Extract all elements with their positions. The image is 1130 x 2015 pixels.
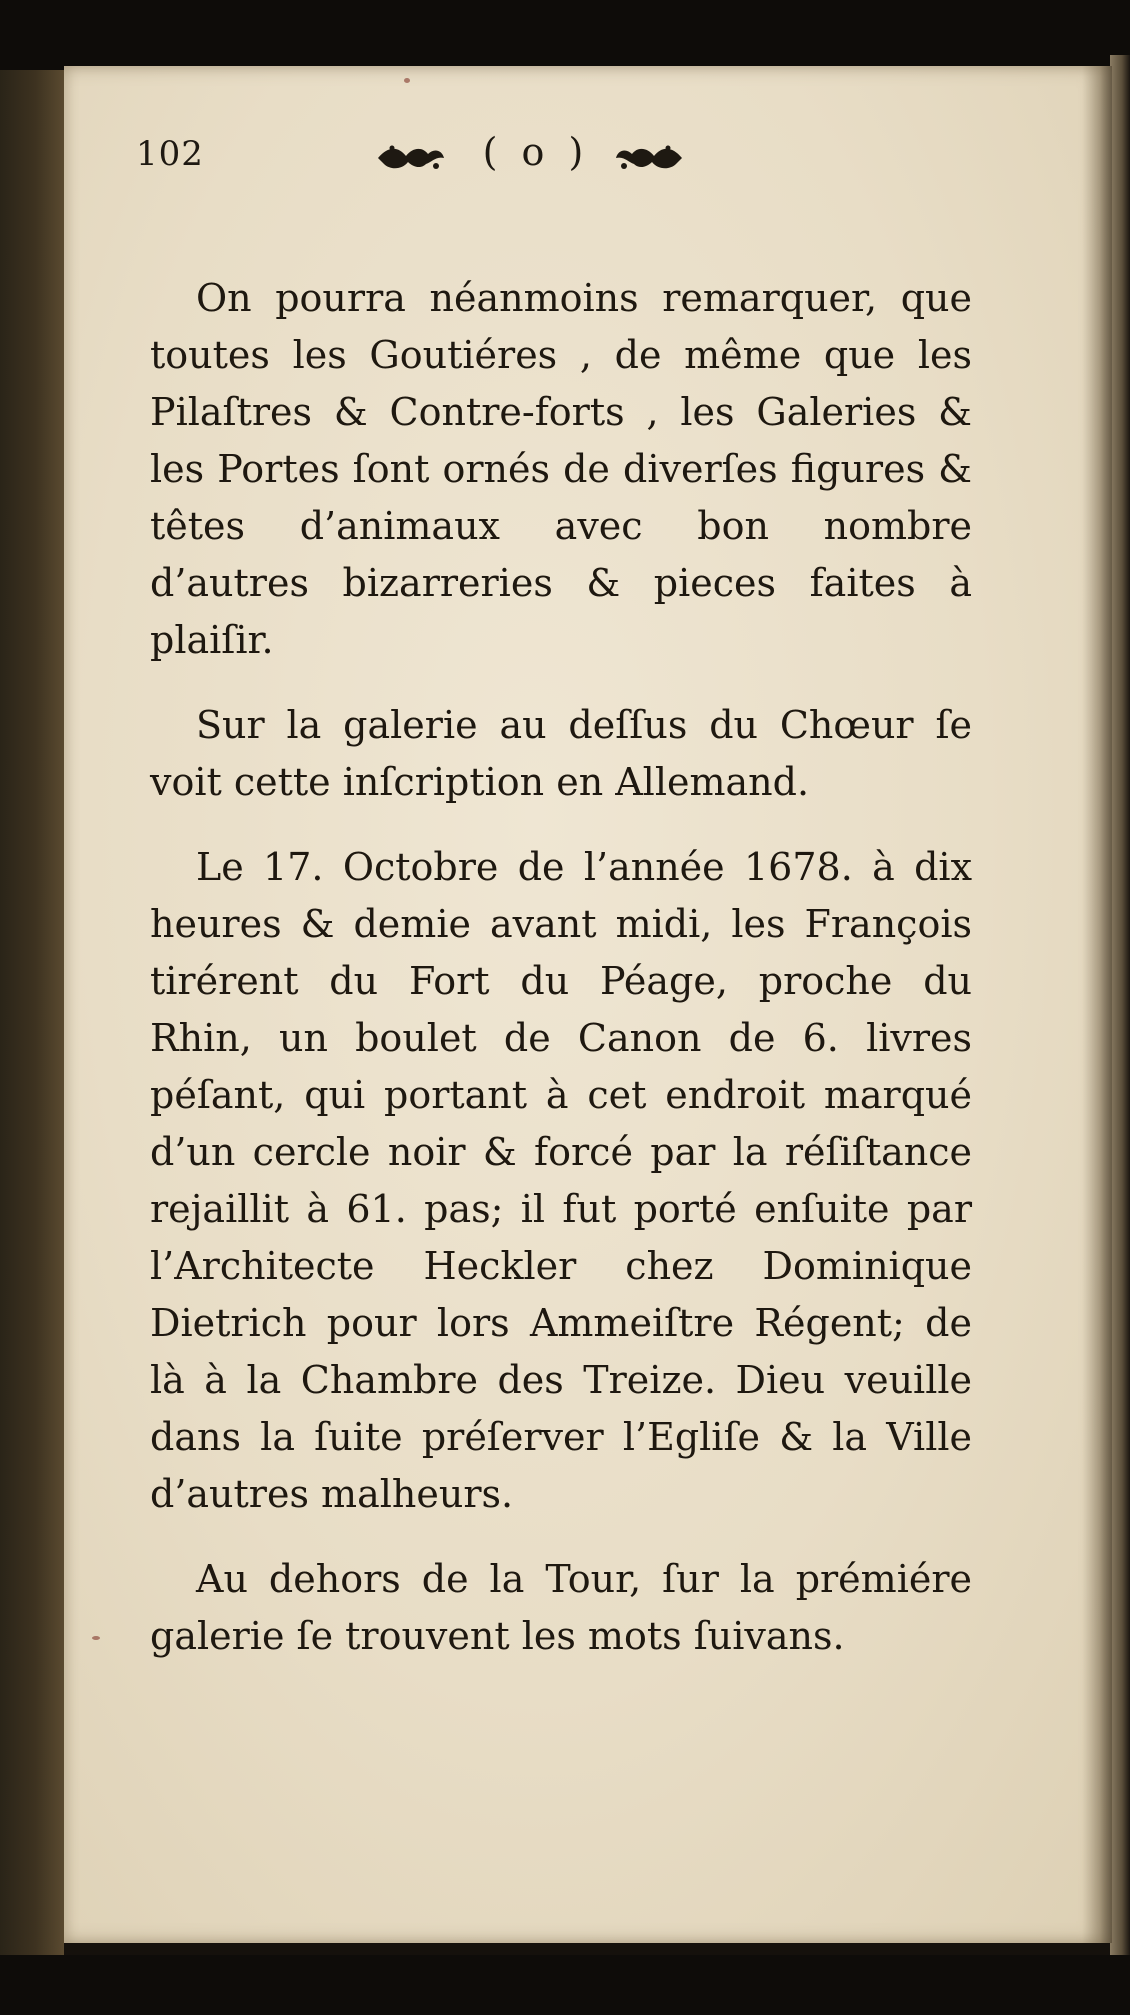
scan-bottom-border xyxy=(0,1955,1130,2015)
scan-top-border xyxy=(0,0,1130,70)
body-text xyxy=(150,270,972,1665)
book-spine-edge xyxy=(0,70,64,1955)
fleuron-icon xyxy=(614,140,684,174)
running-head xyxy=(136,126,936,186)
paragraph: Au dehors de la Tour, ſur la prémiére galerie ſe trouvent les mots ſuivans. xyxy=(150,1557,972,1658)
fleuron-icon xyxy=(376,140,446,174)
paragraph: On pourra néanmoins remarquer, que toutes les Goutiéres , de même que les Pilaſtres & Contre-forts , les Galeries & les Portes ſont ornés de diverſes figures & têtes d’animaux avec bon nombre d’autres bizarreries & pieces faites à plaiſir. xyxy=(150,276,972,662)
page-number: 102 xyxy=(136,134,204,174)
page-stack-edge xyxy=(1110,55,1130,1955)
ink-spot xyxy=(92,1636,100,1640)
running-head-mark: ( o ) xyxy=(482,130,590,174)
page-gutter-shadow xyxy=(1082,66,1112,1943)
paragraph: Sur la galerie au deſſus du Chœur ſe voit cette inſcription en Allemand. xyxy=(150,703,972,804)
head-ornament xyxy=(376,126,696,186)
ink-spot xyxy=(404,78,410,83)
paragraph: Le 17. Octobre de l’année 1678. à dix heures & demie avant midi, les François tirérent du Fort du Péage, proche du Rhin, un boulet de Canon de 6. livres péſant, qui portant à cet endroit marqué d’un cercle noir & forcé par la réſiſtance rejaillit à 61. pas; il fut porté enſuite par l’Architecte Heckler chez Dominique Dietrich pour lors Ammeiſtre Régent; de là à la Chambre des Treize. Dieu veuille dans la ſuite préſerver l’Egliſe & la Ville d’autres malheurs. xyxy=(150,845,972,1516)
